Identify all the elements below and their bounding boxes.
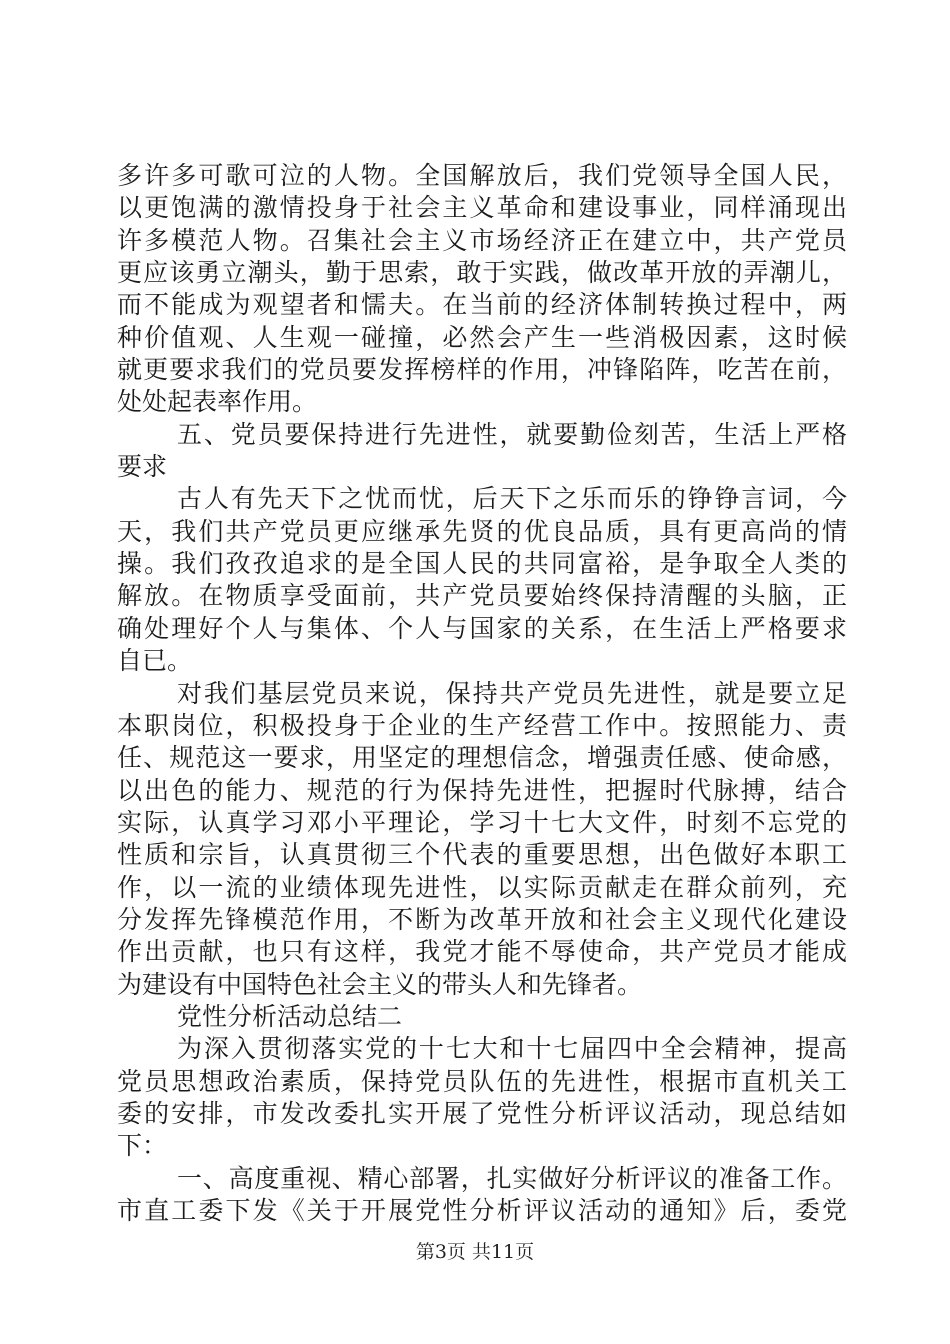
text-line: 分发挥先锋模范作用，不断为改革开放和社会主义现代化建设 — [117, 904, 847, 934]
page-footer: 第3页 共11页 — [415, 1241, 535, 1263]
text-line: 一、高度重视、精心部署，扎实做好分析评议的准备工作。 — [177, 1163, 847, 1193]
text-line: 党员思想政治素质，保持党员队伍的先进性，根据市直机关工 — [117, 1066, 847, 1096]
text-line: 实际，认真学习邓小平理论，学习十七大文件，时刻不忘党的 — [117, 807, 847, 837]
text-line: 五、党员要保持进行先进性，就要勤俭刻苦，生活上严格 — [177, 419, 847, 449]
text-line: 以更饱满的激情投身于社会主义革命和建设事业，同样涌现出 — [117, 193, 847, 223]
text-line: 本职岗位，积极投身于企业的生产经营工作中。按照能力、责 — [117, 710, 847, 740]
text-line: 性质和宗旨，认真贯彻三个代表的重要思想，出色做好本职工 — [117, 840, 847, 870]
text-line: 多许多可歌可泣的人物。全国解放后，我们党领导全国人民， — [117, 161, 847, 190]
text-line: 许多模范人物。召集社会主义市场经济正在建立中，共产党员 — [117, 225, 847, 255]
text-line: 种价值观、人生观一碰撞，必然会产生一些消极因素，这时候 — [117, 322, 847, 352]
text-line: 处处起表率作用。 — [117, 387, 318, 417]
text-line: 自已。 — [117, 646, 193, 676]
text-line: 为建设有中国特色社会主义的带头人和先锋者。 — [117, 969, 643, 999]
text-line: 下： — [117, 1131, 168, 1161]
text-line: 党性分析活动总结二 — [177, 1001, 403, 1031]
text-line: 操。我们孜孜追求的是全国人民的共同富裕，是争取全人类的 — [117, 549, 847, 579]
text-line: 以出色的能力、规范的行为保持先进性，把握时代脉搏，结合 — [117, 775, 847, 805]
text-line: 更应该勇立潮头，勤于思索，敢于实践，做改革开放的弄潮儿， — [117, 258, 847, 288]
text-line: 就更要求我们的党员要发挥榜样的作用，冲锋陷阵，吃苦在前， — [117, 355, 847, 385]
text-line: 作，以一流的业绩体现先进性，以实际贡献走在群众前列，充 — [117, 872, 847, 902]
text-line: 而不能成为观望者和懦夫。在当前的经济体制转换过程中，两 — [117, 290, 847, 320]
text-line: 确处理好个人与集体、个人与国家的关系，在生活上严格要求 — [117, 613, 847, 643]
text-line: 作出贡献，也只有这样，我党才能不辱使命，共产党员才能成 — [117, 937, 847, 967]
text-line: 古人有先天下之忧而忧，后天下之乐而乐的铮铮言词，今 — [177, 484, 847, 514]
text-line: 要求 — [117, 452, 168, 482]
document-body — [117, 160, 847, 1227]
text-line: 解放。在物质享受面前，共产党员要始终保持清醒的头脑，正 — [117, 581, 847, 611]
text-line: 对我们基层党员来说，保持共产党员先进性，就是要立足 — [177, 678, 847, 708]
text-line: 为深入贯彻落实党的十七大和十七届四中全会精神，提高 — [177, 1034, 847, 1064]
text-line: 任、规范这一要求，用坚定的理想信念，增强责任感、使命感， — [117, 743, 847, 773]
text-line: 天，我们共产党员更应继承先贤的优良品质，具有更高尚的情 — [117, 516, 847, 546]
text-line: 市直工委下发《关于开展党性分析评议活动的通知》后，委党 — [117, 1196, 847, 1225]
text-line: 委的安排，市发改委扎实开展了党性分析评议活动，现总结如 — [117, 1098, 847, 1128]
